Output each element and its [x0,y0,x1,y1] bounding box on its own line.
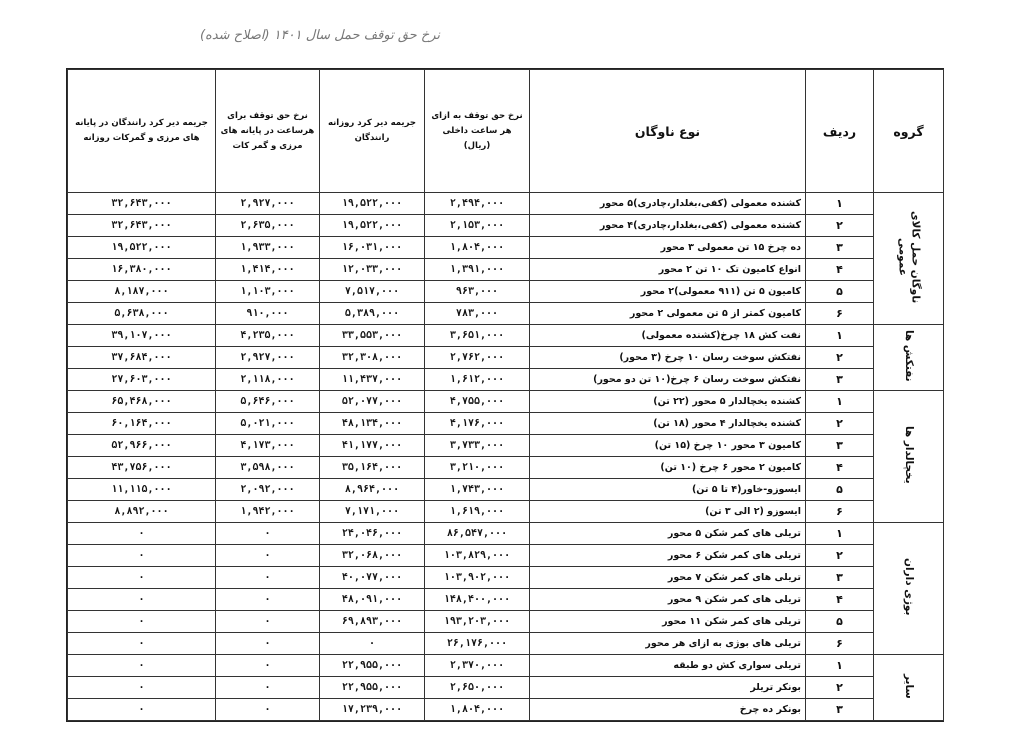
group-cell [874,523,944,655]
hourly-rate-cell: ۸۶,۵۴۷,۰۰۰ [425,523,530,545]
daily-penalty-cell: ۲۴,۰۴۶,۰۰۰ [320,523,425,545]
table-row [68,259,944,281]
page-title: نرخ حق توقف حمل سال ۱۴۰۱ (اصلاح شده) [199,28,441,43]
border-penalty-cell: ۶۰,۱۶۴,۰۰۰ [68,413,216,435]
border-penalty-cell: ۰ [68,655,216,677]
header-hourly-rate: نرخ حق توقف به ازای هر ساعت داخلی (ریال) [425,70,530,193]
fleet-type-cell: کشنده یخچالدار ۵ محور (۲۲ تن) [530,391,806,413]
fleet-type-cell: تریلی های بوژی به ازای هر محور [530,633,806,655]
row-number-cell: ۶ [806,303,874,325]
terminal-rate-cell: ۱,۹۳۳,۰۰۰ [216,237,320,259]
border-penalty-cell: ۳۲,۶۴۳,۰۰۰ [68,215,216,237]
row-number-cell: ۳ [806,567,874,589]
group-label: نفتکش ها [903,330,915,382]
group-label: بوژی داران [903,558,915,616]
border-penalty-cell: ۰ [68,611,216,633]
daily-penalty-cell: ۲۲,۹۵۵,۰۰۰ [320,677,425,699]
table-row [68,413,944,435]
hourly-rate-cell: ۱۰۳,۹۰۲,۰۰۰ [425,567,530,589]
terminal-rate-cell: ۰ [216,611,320,633]
daily-penalty-cell: ۳۲,۰۶۸,۰۰۰ [320,545,425,567]
fleet-type-cell: نفتکش سوخت رسان ۶ چرخ(۱۰ تن دو محور) [530,369,806,391]
daily-penalty-cell: ۶۹,۸۹۳,۰۰۰ [320,611,425,633]
header-terminal-rate: نرخ حق توقف برای هرساعت در پایانه های مرزی و گمر کات [216,70,320,193]
hourly-rate-cell: ۱,۷۴۳,۰۰۰ [425,479,530,501]
hourly-rate-cell: ۹۶۳,۰۰۰ [425,281,530,303]
table-row [68,589,944,611]
table-row [68,677,944,699]
group-cell [874,655,944,721]
row-number-cell: ۲ [806,545,874,567]
terminal-rate-cell: ۰ [216,567,320,589]
group-label: یخچالدار ها [903,426,915,484]
fleet-type-cell: کشنده معمولی (کفی،بغلدار،چادری)۴ محور [530,215,806,237]
table-row [68,545,944,567]
terminal-rate-cell: ۰ [216,633,320,655]
row-number-cell: ۳ [806,369,874,391]
row-number-cell: ۴ [806,457,874,479]
terminal-rate-cell: ۱,۱۰۳,۰۰۰ [216,281,320,303]
border-penalty-cell: ۰ [68,545,216,567]
fleet-type-cell: تریلی های کمر شکن ۶ محور [530,545,806,567]
daily-penalty-cell: ۱۱,۴۳۷,۰۰۰ [320,369,425,391]
hourly-rate-cell: ۳,۷۳۳,۰۰۰ [425,435,530,457]
hourly-rate-cell: ۲۶,۱۷۶,۰۰۰ [425,633,530,655]
row-number-cell: ۵ [806,611,874,633]
row-number-cell: ۲ [806,677,874,699]
hourly-rate-cell: ۱,۶۱۹,۰۰۰ [425,501,530,523]
border-penalty-cell: ۰ [68,523,216,545]
fleet-type-cell: کامیون ۲ محور ۶ چرخ (۱۰ تن) [530,457,806,479]
row-number-cell: ۱ [806,325,874,347]
fleet-type-cell: ده چرخ ۱۵ تن معمولی ۳ محور [530,237,806,259]
table-row [68,281,944,303]
table-row [68,479,944,501]
daily-penalty-cell: ۳۲,۳۰۸,۰۰۰ [320,347,425,369]
terminal-rate-cell: ۰ [216,655,320,677]
border-penalty-cell: ۳۲,۶۴۳,۰۰۰ [68,193,216,215]
daily-penalty-cell: ۵,۳۸۹,۰۰۰ [320,303,425,325]
hourly-rate-cell: ۲,۱۵۳,۰۰۰ [425,215,530,237]
daily-penalty-cell: ۳۳,۵۵۳,۰۰۰ [320,325,425,347]
table-row [68,215,944,237]
hourly-rate-cell: ۳,۲۱۰,۰۰۰ [425,457,530,479]
fleet-type-cell: بونکر ده چرخ [530,699,806,721]
fleet-type-cell: تریلی های کمر شکن ۹ محور [530,589,806,611]
rates-table [66,68,944,722]
border-penalty-cell: ۴۳,۷۵۶,۰۰۰ [68,457,216,479]
group-label: سایر [903,673,915,699]
hourly-rate-cell: ۲,۳۷۰,۰۰۰ [425,655,530,677]
row-number-cell: ۲ [806,347,874,369]
hourly-rate-cell: ۱۹۳,۲۰۳,۰۰۰ [425,611,530,633]
row-number-cell: ۱ [806,523,874,545]
row-number-cell: ۲ [806,413,874,435]
hourly-rate-cell: ۱,۳۹۱,۰۰۰ [425,259,530,281]
daily-penalty-cell: ۴۸,۱۳۴,۰۰۰ [320,413,425,435]
fleet-type-cell: انواع کامیون تک ۱۰ تن ۲ محور [530,259,806,281]
fleet-type-cell: تریلی های کمر شکن ۵ محور [530,523,806,545]
table-row [68,193,944,215]
table-row [68,435,944,457]
daily-penalty-cell: ۱۹,۵۲۲,۰۰۰ [320,215,425,237]
row-number-cell: ۱ [806,391,874,413]
row-number-cell: ۳ [806,237,874,259]
hourly-rate-cell: ۱۰۳,۸۲۹,۰۰۰ [425,545,530,567]
border-penalty-cell: ۸,۱۸۷,۰۰۰ [68,281,216,303]
border-penalty-cell: ۰ [68,589,216,611]
border-penalty-cell: ۵,۶۳۸,۰۰۰ [68,303,216,325]
header-border-penalty: جریمه دیر کرد رانندگان در پایانه های مرزی و گمرکات روزانه [68,70,216,193]
fleet-type-cell: کشنده یخچالدار ۴ محور (۱۸ تن) [530,413,806,435]
border-penalty-cell: ۸,۸۹۲,۰۰۰ [68,501,216,523]
terminal-rate-cell: ۰ [216,523,320,545]
terminal-rate-cell: ۰ [216,589,320,611]
terminal-rate-cell: ۰ [216,677,320,699]
row-number-cell: ۵ [806,479,874,501]
daily-penalty-cell: ۴۱,۱۷۷,۰۰۰ [320,435,425,457]
border-penalty-cell: ۰ [68,633,216,655]
daily-penalty-cell: ۳۵,۱۶۴,۰۰۰ [320,457,425,479]
daily-penalty-cell: ۱۹,۵۲۲,۰۰۰ [320,193,425,215]
hourly-rate-cell: ۱,۸۰۴,۰۰۰ [425,699,530,721]
daily-penalty-cell: ۷,۵۱۷,۰۰۰ [320,281,425,303]
row-number-cell: ۴ [806,259,874,281]
terminal-rate-cell: ۲,۱۱۸,۰۰۰ [216,369,320,391]
terminal-rate-cell: ۱,۹۴۲,۰۰۰ [216,501,320,523]
terminal-rate-cell: ۲,۶۳۵,۰۰۰ [216,215,320,237]
table-row [68,237,944,259]
hourly-rate-cell: ۱,۶۱۲,۰۰۰ [425,369,530,391]
hourly-rate-cell: ۱۴۸,۴۰۰,۰۰۰ [425,589,530,611]
row-number-cell: ۱ [806,193,874,215]
terminal-rate-cell: ۴,۱۷۳,۰۰۰ [216,435,320,457]
border-penalty-cell: ۳۹,۱۰۷,۰۰۰ [68,325,216,347]
daily-penalty-cell: ۵۲,۰۷۷,۰۰۰ [320,391,425,413]
fleet-type-cell: ایسوزو (۲ الی ۳ تن) [530,501,806,523]
table-row [68,347,944,369]
hourly-rate-cell: ۲,۷۶۲,۰۰۰ [425,347,530,369]
table-row [68,303,944,325]
fleet-type-cell: کامیون ۵ تن (۹۱۱ معمولی)۲ محور [530,281,806,303]
border-penalty-cell: ۰ [68,699,216,721]
daily-penalty-cell: ۱۶,۰۳۱,۰۰۰ [320,237,425,259]
hourly-rate-cell: ۷۸۳,۰۰۰ [425,303,530,325]
row-number-cell: ۳ [806,435,874,457]
table-row [68,457,944,479]
group-label: ناوگان حمل کالای عمومی [896,210,922,304]
fleet-type-cell: تریلی های کمر شکن ۱۱ محور [530,611,806,633]
terminal-rate-cell: ۵,۶۴۶,۰۰۰ [216,391,320,413]
table-row [68,633,944,655]
table-header-row [68,70,944,193]
border-penalty-cell: ۱۹,۵۲۲,۰۰۰ [68,237,216,259]
group-cell [874,193,944,325]
row-number-cell: ۶ [806,633,874,655]
hourly-rate-cell: ۴,۷۵۵,۰۰۰ [425,391,530,413]
table-row [68,523,944,545]
header-row-number: ردیف [806,70,874,193]
fleet-type-cell: نفت کش ۱۸ چرخ(کشنده معمولی) [530,325,806,347]
terminal-rate-cell: ۳,۵۹۸,۰۰۰ [216,457,320,479]
fleet-type-cell: کامیون ۳ محور ۱۰ چرخ (۱۵ تن) [530,435,806,457]
daily-penalty-cell: ۸,۹۶۴,۰۰۰ [320,479,425,501]
border-penalty-cell: ۵۲,۹۶۶,۰۰۰ [68,435,216,457]
table-row [68,655,944,677]
fleet-type-cell: کامیون کمتر از ۵ تن معمولی ۲ محور [530,303,806,325]
table-row [68,369,944,391]
fleet-type-cell: تریلی های کمر شکن ۷ محور [530,567,806,589]
daily-penalty-cell: ۷,۱۷۱,۰۰۰ [320,501,425,523]
terminal-rate-cell: ۴,۲۳۵,۰۰۰ [216,325,320,347]
table-row [68,501,944,523]
row-number-cell: ۳ [806,699,874,721]
daily-penalty-cell: ۱۷,۲۳۹,۰۰۰ [320,699,425,721]
border-penalty-cell: ۰ [68,567,216,589]
daily-penalty-cell: ۴۰,۰۷۷,۰۰۰ [320,567,425,589]
table-row [68,567,944,589]
row-number-cell: ۴ [806,589,874,611]
terminal-rate-cell: ۲,۹۲۷,۰۰۰ [216,193,320,215]
fleet-type-cell: بونکر تریلر [530,677,806,699]
border-penalty-cell: ۳۷,۶۸۴,۰۰۰ [68,347,216,369]
table-row [68,699,944,721]
fleet-type-cell: نفتکش سوخت رسان ۱۰ چرخ (۳ محور) [530,347,806,369]
row-number-cell: ۲ [806,215,874,237]
border-penalty-cell: ۰ [68,677,216,699]
daily-penalty-cell: ۴۸,۰۹۱,۰۰۰ [320,589,425,611]
terminal-rate-cell: ۱,۴۱۴,۰۰۰ [216,259,320,281]
terminal-rate-cell: ۲,۹۲۷,۰۰۰ [216,347,320,369]
hourly-rate-cell: ۴,۱۷۶,۰۰۰ [425,413,530,435]
border-penalty-cell: ۲۷,۶۰۳,۰۰۰ [68,369,216,391]
fleet-type-cell: کشنده معمولی (کفی،بغلدار،چادری)۵ محور [530,193,806,215]
hourly-rate-cell: ۲,۴۹۴,۰۰۰ [425,193,530,215]
daily-penalty-cell: ۰ [320,633,425,655]
row-number-cell: ۱ [806,655,874,677]
table-body [68,193,944,721]
header-fleet-type: نوع ناوگان [530,70,806,193]
group-cell [874,391,944,523]
border-penalty-cell: ۱۶,۳۸۰,۰۰۰ [68,259,216,281]
hourly-rate-cell: ۳,۶۵۱,۰۰۰ [425,325,530,347]
daily-penalty-cell: ۲۲,۹۵۵,۰۰۰ [320,655,425,677]
header-group: گروه [874,70,944,193]
terminal-rate-cell: ۵,۰۲۱,۰۰۰ [216,413,320,435]
row-number-cell: ۵ [806,281,874,303]
table-row [68,391,944,413]
group-cell [874,325,944,391]
row-number-cell: ۶ [806,501,874,523]
header-daily-penalty: جریمه دیر کرد روزانه رانندگان [320,70,425,193]
terminal-rate-cell: ۰ [216,545,320,567]
hourly-rate-cell: ۱,۸۰۴,۰۰۰ [425,237,530,259]
daily-penalty-cell: ۱۲,۰۳۳,۰۰۰ [320,259,425,281]
table-row [68,325,944,347]
hourly-rate-cell: ۲,۶۵۰,۰۰۰ [425,677,530,699]
fleet-type-cell: تریلی سواری کش دو طبقه [530,655,806,677]
table-row [68,611,944,633]
terminal-rate-cell: ۹۱۰,۰۰۰ [216,303,320,325]
border-penalty-cell: ۶۵,۴۶۸,۰۰۰ [68,391,216,413]
terminal-rate-cell: ۰ [216,699,320,721]
border-penalty-cell: ۱۱,۱۱۵,۰۰۰ [68,479,216,501]
terminal-rate-cell: ۲,۰۹۲,۰۰۰ [216,479,320,501]
fleet-type-cell: ایسوزو-خاور(۴ تا ۵ تن) [530,479,806,501]
